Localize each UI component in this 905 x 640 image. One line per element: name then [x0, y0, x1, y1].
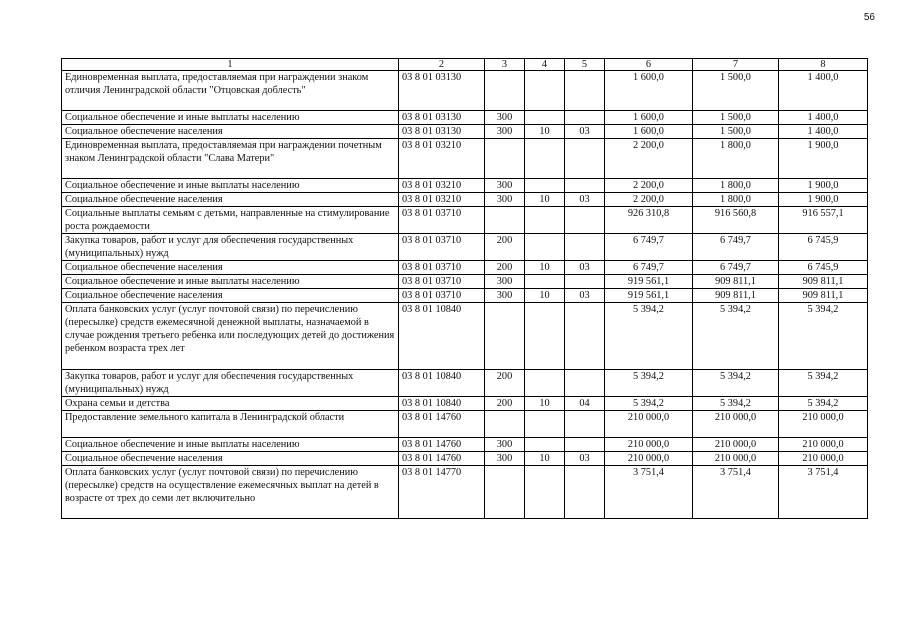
row-code: 03 8 01 03130	[399, 125, 485, 139]
row-col-7: 909 811,1	[693, 275, 779, 289]
row-col-3	[485, 207, 525, 234]
row-code: 03 8 01 03210	[399, 193, 485, 207]
row-col-8: 1 900,0	[779, 193, 868, 207]
row-name: Социальное обеспечение и иные выплаты населению	[62, 275, 399, 289]
row-col-4	[525, 466, 565, 519]
row-col-4	[525, 111, 565, 125]
table-row	[62, 397, 868, 411]
table-row	[62, 452, 868, 466]
row-name: Единовременная выплата, предоставляемая при награждении знаком отличия Ленинградской области "Отцовская доблесть"	[62, 71, 399, 111]
row-col-6: 1 600,0	[605, 125, 693, 139]
row-col-3: 200	[485, 397, 525, 411]
row-name: Оплата банковских услуг (услуг почтовой связи) по перечислению (пересылке) средств на осуществление ежемесячных выплат на детей в возрасте от трех до семи лет включительно	[62, 466, 399, 519]
row-name: Единовременная выплата, предоставляемая при награждении почетным знаком Ленинградской области "Слава Матери"	[62, 139, 399, 179]
row-col-8: 5 394,2	[779, 303, 868, 370]
row-col-8: 1 900,0	[779, 139, 868, 179]
row-col-7: 3 751,4	[693, 466, 779, 519]
row-col-5: 03	[565, 289, 605, 303]
row-col-6: 2 200,0	[605, 139, 693, 179]
row-col-5	[565, 179, 605, 193]
row-col-7: 1 800,0	[693, 179, 779, 193]
row-col-8: 5 394,2	[779, 370, 868, 397]
table-body	[62, 71, 868, 519]
row-col-5	[565, 466, 605, 519]
row-col-4: 10	[525, 289, 565, 303]
row-col-5: 03	[565, 193, 605, 207]
row-col-6: 919 561,1	[605, 289, 693, 303]
row-name: Социальные выплаты семьям с детьми, направленные на стимулирование роста рождаемости	[62, 207, 399, 234]
row-col-7: 6 749,7	[693, 234, 779, 261]
row-code: 03 8 01 14760	[399, 411, 485, 438]
row-col-5	[565, 207, 605, 234]
row-col-4: 10	[525, 125, 565, 139]
row-col-3	[485, 71, 525, 111]
row-col-7: 909 811,1	[693, 289, 779, 303]
row-col-5	[565, 234, 605, 261]
row-col-5	[565, 111, 605, 125]
row-code: 03 8 01 14760	[399, 452, 485, 466]
row-col-4	[525, 234, 565, 261]
table-row	[62, 370, 868, 397]
row-col-6: 6 749,7	[605, 234, 693, 261]
header-col-4: 4	[525, 59, 565, 71]
row-col-6: 210 000,0	[605, 438, 693, 452]
row-col-6: 926 310,8	[605, 207, 693, 234]
table-row	[62, 193, 868, 207]
row-col-3: 300	[485, 111, 525, 125]
row-col-6: 210 000,0	[605, 411, 693, 438]
row-name: Социальное обеспечение и иные выплаты населению	[62, 179, 399, 193]
row-col-7: 1 500,0	[693, 125, 779, 139]
table-row	[62, 125, 868, 139]
table-row	[62, 289, 868, 303]
header-row	[62, 59, 868, 71]
row-col-7: 1 500,0	[693, 111, 779, 125]
row-col-4	[525, 411, 565, 438]
row-col-3: 300	[485, 125, 525, 139]
row-col-7: 1 800,0	[693, 139, 779, 179]
row-code: 03 8 01 03710	[399, 234, 485, 261]
header-col-1: 1	[62, 59, 399, 71]
row-col-5	[565, 71, 605, 111]
row-col-3: 200	[485, 261, 525, 275]
row-col-3	[485, 303, 525, 370]
row-col-5: 03	[565, 452, 605, 466]
row-col-3: 300	[485, 289, 525, 303]
row-col-8: 210 000,0	[779, 452, 868, 466]
table-row	[62, 111, 868, 125]
row-col-4	[525, 139, 565, 179]
row-col-6: 5 394,2	[605, 303, 693, 370]
row-col-8: 5 394,2	[779, 397, 868, 411]
row-name: Социальное обеспечение населения	[62, 261, 399, 275]
table-row	[62, 438, 868, 452]
row-code: 03 8 01 03710	[399, 261, 485, 275]
row-col-5	[565, 303, 605, 370]
row-col-4	[525, 71, 565, 111]
table-row	[62, 71, 868, 111]
row-col-4	[525, 438, 565, 452]
row-col-6: 2 200,0	[605, 193, 693, 207]
row-col-5	[565, 438, 605, 452]
row-col-7: 1 500,0	[693, 71, 779, 111]
row-name: Социальное обеспечение населения	[62, 289, 399, 303]
row-col-8: 1 400,0	[779, 71, 868, 111]
row-code: 03 8 01 03710	[399, 275, 485, 289]
table-row	[62, 207, 868, 234]
row-col-8: 210 000,0	[779, 438, 868, 452]
row-col-4	[525, 275, 565, 289]
table-row	[62, 275, 868, 289]
row-col-3: 300	[485, 179, 525, 193]
row-name: Охрана семьи и детства	[62, 397, 399, 411]
row-code: 03 8 01 14760	[399, 438, 485, 452]
header-col-3: 3	[485, 59, 525, 71]
row-col-5	[565, 275, 605, 289]
row-col-6: 919 561,1	[605, 275, 693, 289]
row-col-3: 200	[485, 234, 525, 261]
page-number: 56	[863, 12, 875, 23]
row-col-6: 210 000,0	[605, 452, 693, 466]
row-col-5: 03	[565, 125, 605, 139]
row-col-6: 5 394,2	[605, 370, 693, 397]
row-col-5	[565, 411, 605, 438]
row-col-4: 10	[525, 193, 565, 207]
row-col-8: 1 400,0	[779, 125, 868, 139]
budget-table	[61, 58, 868, 519]
row-col-7: 5 394,2	[693, 303, 779, 370]
row-col-5	[565, 139, 605, 179]
row-col-8: 6 745,9	[779, 234, 868, 261]
row-col-3	[485, 139, 525, 179]
row-col-3	[485, 466, 525, 519]
row-col-6: 1 600,0	[605, 71, 693, 111]
row-name: Социальное обеспечение населения	[62, 125, 399, 139]
row-col-7: 210 000,0	[693, 438, 779, 452]
header-col-2: 2	[399, 59, 485, 71]
row-col-3: 300	[485, 275, 525, 289]
row-code: 03 8 01 10840	[399, 303, 485, 370]
row-col-4	[525, 370, 565, 397]
row-name: Социальное обеспечение населения	[62, 452, 399, 466]
row-col-8: 210 000,0	[779, 411, 868, 438]
row-col-3: 300	[485, 193, 525, 207]
row-col-6: 5 394,2	[605, 397, 693, 411]
row-code: 03 8 01 14770	[399, 466, 485, 519]
row-name: Закупка товаров, работ и услуг для обеспечения государственных (муниципальных) нужд	[62, 234, 399, 261]
row-col-7: 210 000,0	[693, 452, 779, 466]
row-col-6: 1 600,0	[605, 111, 693, 125]
row-col-7: 1 800,0	[693, 193, 779, 207]
table-row	[62, 179, 868, 193]
row-code: 03 8 01 03210	[399, 179, 485, 193]
row-name: Социальное обеспечение населения	[62, 193, 399, 207]
row-col-6: 6 749,7	[605, 261, 693, 275]
row-col-5: 04	[565, 397, 605, 411]
row-col-4: 10	[525, 452, 565, 466]
row-col-4	[525, 179, 565, 193]
row-col-3: 300	[485, 452, 525, 466]
row-name: Оплата банковских услуг (услуг почтовой связи) по перечислению (пересылке) средств ежемесячной денежной выплаты, назначаемой в случае рождения третьего ребенка или последующих детей до достижения ребенком возраста трех лет	[62, 303, 399, 370]
header-col-8: 8	[779, 59, 868, 71]
row-col-4: 10	[525, 261, 565, 275]
row-col-5: 03	[565, 261, 605, 275]
row-col-3	[485, 411, 525, 438]
row-name: Закупка товаров, работ и услуг для обеспечения государственных (муниципальных) нужд	[62, 370, 399, 397]
header-col-6: 6	[605, 59, 693, 71]
row-code: 03 8 01 03710	[399, 207, 485, 234]
row-col-7: 5 394,2	[693, 370, 779, 397]
row-name: Социальное обеспечение и иные выплаты населению	[62, 111, 399, 125]
row-col-6: 3 751,4	[605, 466, 693, 519]
row-col-8: 1 400,0	[779, 111, 868, 125]
row-col-4	[525, 303, 565, 370]
row-code: 03 8 01 10840	[399, 370, 485, 397]
row-col-7: 916 560,8	[693, 207, 779, 234]
row-code: 03 8 01 03210	[399, 139, 485, 179]
header-col-5: 5	[565, 59, 605, 71]
row-col-3: 200	[485, 370, 525, 397]
table-row	[62, 466, 868, 519]
row-col-4: 10	[525, 397, 565, 411]
row-col-6: 2 200,0	[605, 179, 693, 193]
table-row	[62, 411, 868, 438]
row-code: 03 8 01 03710	[399, 289, 485, 303]
row-col-8: 3 751,4	[779, 466, 868, 519]
row-col-8: 916 557,1	[779, 207, 868, 234]
row-col-8: 909 811,1	[779, 289, 868, 303]
table-row	[62, 234, 868, 261]
row-code: 03 8 01 10840	[399, 397, 485, 411]
row-code: 03 8 01 03130	[399, 71, 485, 111]
row-col-4	[525, 207, 565, 234]
row-col-3: 300	[485, 438, 525, 452]
row-col-8: 909 811,1	[779, 275, 868, 289]
table-row	[62, 139, 868, 179]
row-col-7: 5 394,2	[693, 397, 779, 411]
row-col-8: 6 745,9	[779, 261, 868, 275]
row-name: Социальное обеспечение и иные выплаты населению	[62, 438, 399, 452]
row-col-8: 1 900,0	[779, 179, 868, 193]
header-col-7: 7	[693, 59, 779, 71]
row-name: Предоставление земельного капитала в Ленинградской области	[62, 411, 399, 438]
table-row	[62, 303, 868, 370]
row-col-7: 210 000,0	[693, 411, 779, 438]
row-col-5	[565, 370, 605, 397]
table-row	[62, 261, 868, 275]
row-code: 03 8 01 03130	[399, 111, 485, 125]
row-col-7: 6 749,7	[693, 261, 779, 275]
